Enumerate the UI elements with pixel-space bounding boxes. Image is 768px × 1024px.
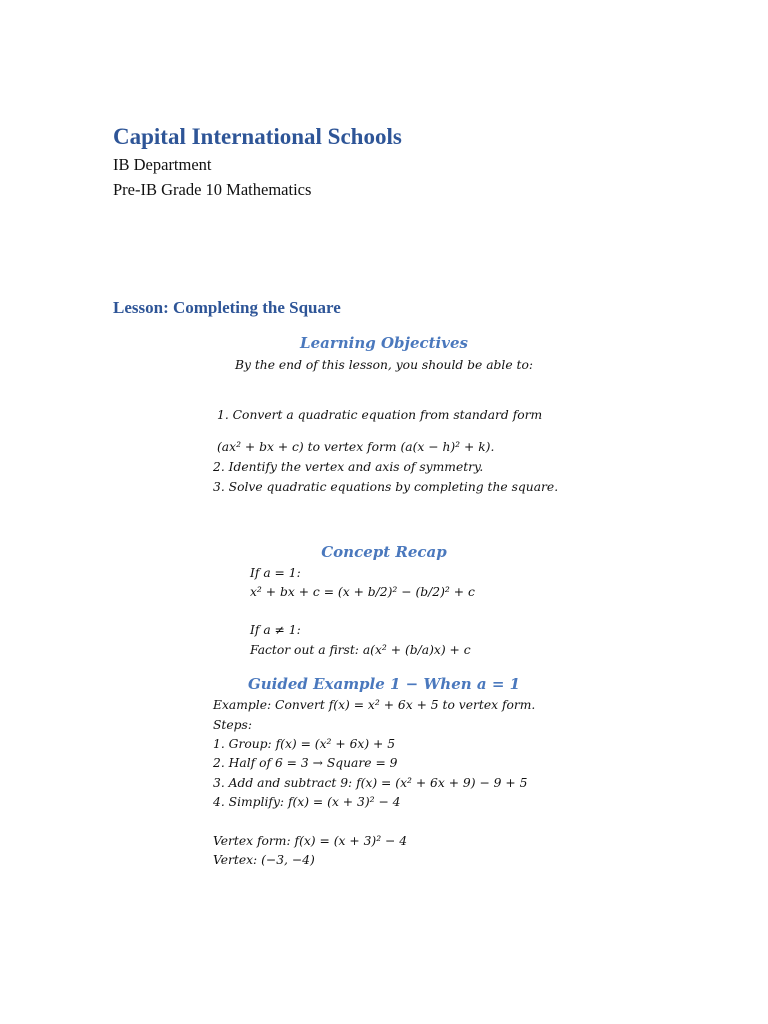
example-1-step-4: 4. Simplify: f(x) = (x + 3)² − 4 xyxy=(213,795,401,809)
objective-3: 3. Solve quadratic equations by completing the square. xyxy=(213,480,559,494)
recap-case-2-formula: Factor out a first: a(x² + (b/a)x) + c xyxy=(250,643,471,657)
example-1-vertex: Vertex: (−3, −4) xyxy=(213,853,315,867)
recap-case-1-formula: x² + bx + c = (x + b/2)² − (b/2)² + c xyxy=(250,585,475,599)
recap-case-1-condition: If a = 1: xyxy=(250,566,301,580)
example-1-step-3: 3. Add and subtract 9: f(x) = (x² + 6x + 9) − 9 + 5 xyxy=(213,776,528,790)
recap-heading: Concept Recap xyxy=(321,543,447,561)
example-1-step-2: 2. Half of 6 = 3 → Square = 9 xyxy=(213,756,398,770)
objective-1-line-2: (ax² + bx + c) to vertex form (a(x − h)² + k). xyxy=(217,440,495,454)
example-1-step-1: 1. Group: f(x) = (x² + 6x) + 5 xyxy=(213,737,396,751)
example-1-heading: Guided Example 1 − When a = 1 xyxy=(247,675,521,693)
course-name: Pre-IB Grade 10 Mathematics xyxy=(113,180,312,199)
objective-1-line-1: 1. Convert a quadratic equation from standard form xyxy=(217,408,543,422)
objective-2: 2. Identify the vertex and axis of symmetry. xyxy=(213,460,484,474)
example-1-steps-label: Steps: xyxy=(213,718,252,732)
school-name: Capital International Schools xyxy=(113,124,402,149)
example-1-prompt: Example: Convert f(x) = x² + 6x + 5 to vertex form. xyxy=(213,698,536,712)
example-1-vertex-form: Vertex form: f(x) = (x + 3)² − 4 xyxy=(213,834,408,848)
objectives-heading: Learning Objectives xyxy=(300,334,468,352)
objectives-intro: By the end of this lesson, you should be able to: xyxy=(234,358,534,372)
recap-case-2-condition: If a ≠ 1: xyxy=(250,623,301,637)
lesson-title: Lesson: Completing the Square xyxy=(113,298,341,317)
department-name: IB Department xyxy=(113,155,212,174)
